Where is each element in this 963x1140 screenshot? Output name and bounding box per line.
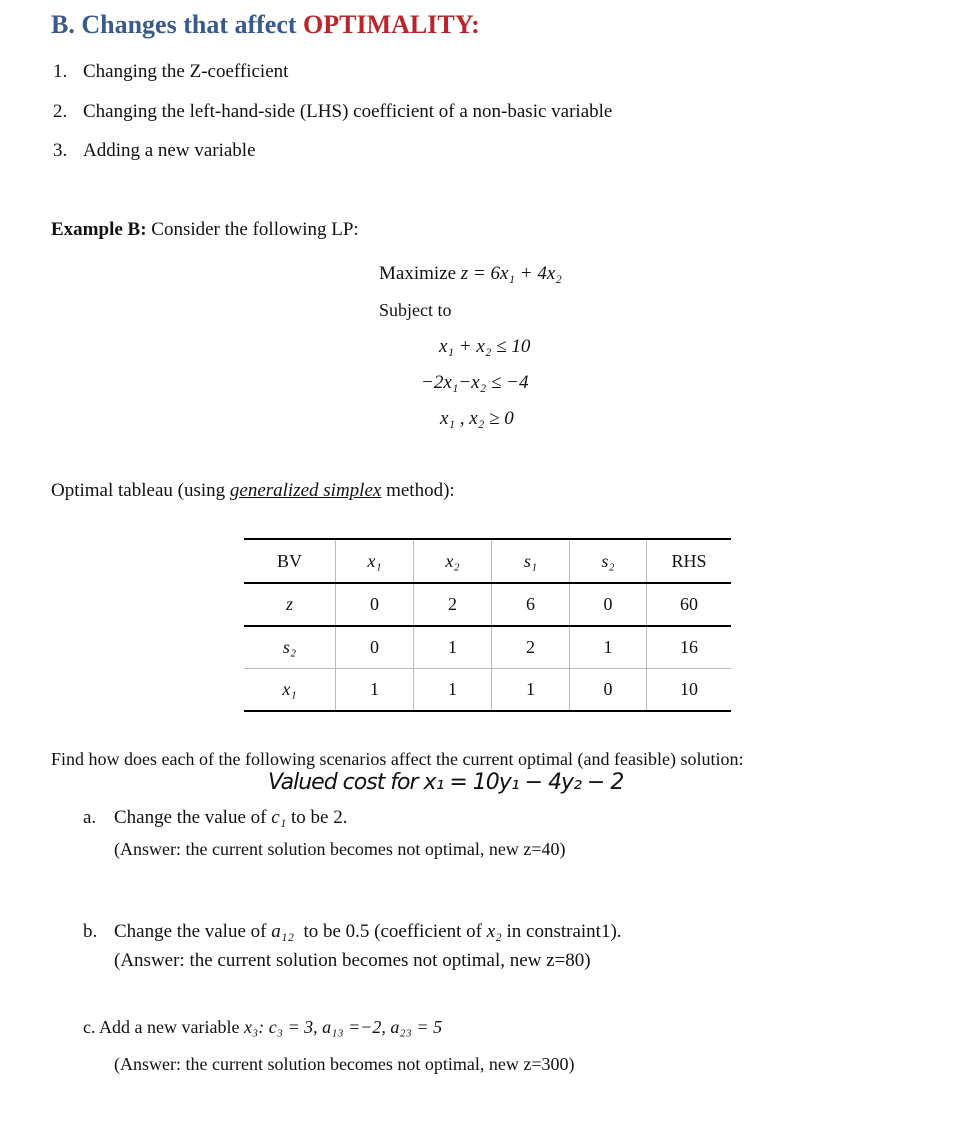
tableau-header-row	[244, 539, 731, 583]
row-bv-cell: x₁	[244, 669, 336, 712]
lp-objective: z = 6x₁ + 4x₂	[460, 263, 562, 284]
table-cell: 1	[414, 626, 492, 669]
table-cell: 60	[647, 583, 732, 626]
list-item	[53, 101, 612, 123]
list-item-number: 1.	[53, 61, 68, 82]
table-row	[244, 626, 731, 669]
list-item-text: Adding a new variable	[83, 140, 256, 161]
header-s1: s₁	[492, 539, 570, 583]
table-cell: 16	[647, 626, 732, 669]
scenario-c-label: c.	[83, 1017, 96, 1037]
example-label: Example B:	[51, 219, 147, 240]
tableau-intro-pre: Optimal tableau (using	[51, 480, 230, 501]
lp-subject-to: Subject to	[379, 300, 452, 320]
lp-objective-line	[379, 263, 562, 285]
table-cell: 2	[492, 626, 570, 669]
lp-nonnegativity: x₁ , x₂ ≥ 0	[440, 408, 514, 429]
list-item	[53, 61, 288, 83]
header-x1: x₁	[336, 539, 414, 583]
table-cell: 10	[647, 669, 732, 712]
scenario-b-var: a₁₂	[271, 921, 294, 942]
scenario-a	[83, 807, 348, 829]
table-cell: 1	[336, 669, 414, 712]
generalized-simplex-link[interactable]: generalized simplex	[229, 480, 382, 501]
section-title-prefix: B. Changes that affect	[51, 10, 304, 39]
question-text: Find how does each of the following scenarios affect the current optimal (and feasible) solution:	[51, 749, 744, 769]
header-bv: BV	[244, 539, 336, 583]
table-row	[244, 583, 731, 626]
header-s2: s₂	[570, 539, 647, 583]
scenario-a-text-post: to be 2.	[286, 807, 348, 828]
handwritten-note: Valued cost for x₁ = 10y₁ − 4y₂ − 2	[268, 770, 624, 795]
list-item-text: Changing the Z-coefficient	[83, 61, 289, 82]
example-intro	[51, 219, 359, 241]
row-bv-cell: z	[244, 583, 336, 626]
scenario-b-answer: (Answer: the current solution becomes not optimal, new z=80)	[114, 950, 591, 971]
scenario-a-answer: (Answer: the current solution becomes not optimal, new z=40)	[114, 839, 566, 859]
scenario-b	[83, 921, 622, 943]
scenario-c	[83, 1017, 442, 1038]
scenario-b-label: b.	[83, 921, 98, 942]
example-text: Consider the following LP:	[146, 219, 359, 240]
scenario-b-var2: x₂	[486, 921, 502, 942]
lp-constraint-2: −2x₁−x₂ ≤ −4	[421, 372, 529, 393]
table-cell: 2	[414, 583, 492, 626]
scenario-c-var: x₃	[243, 1017, 259, 1037]
header-rhs: RHS	[647, 539, 732, 583]
table-cell: 1	[570, 626, 647, 669]
scenario-b-text-post: in constraint1).	[501, 921, 622, 942]
table-cell: 0	[336, 626, 414, 669]
scenario-c-text-pre: Add a new variable	[99, 1017, 244, 1037]
list-item	[53, 140, 256, 162]
table-cell: 0	[570, 669, 647, 712]
tableau-intro-post: method):	[381, 480, 455, 501]
table-cell: 6	[492, 583, 570, 626]
table-row	[244, 669, 731, 712]
scenario-c-text-post: : c₃ = 3, a₁₃ =−2, a₂₃ = 5	[258, 1017, 443, 1037]
scenario-b-text-mid: to be 0.5 (coefficient of	[293, 921, 487, 942]
scenario-c-answer: (Answer: the current solution becomes not optimal, new z=300)	[114, 1054, 575, 1074]
tableau-intro	[51, 480, 455, 502]
list-item-text: Changing the left-hand-side (LHS) coefficient of a non-basic variable	[83, 101, 613, 122]
list-item-number: 2.	[53, 101, 68, 122]
scenario-b-text-pre: Change the value of	[114, 921, 272, 942]
section-title-highlight: OPTIMALITY:	[303, 10, 480, 39]
optimal-tableau	[244, 538, 731, 712]
lp-maximize: Maximize	[379, 263, 457, 284]
scenario-a-text-pre: Change the value of	[114, 807, 272, 828]
list-item-number: 3.	[53, 140, 68, 161]
table-cell: 1	[492, 669, 570, 712]
scenario-a-var: c₁	[271, 807, 287, 828]
table-cell: 1	[414, 669, 492, 712]
row-bv-cell: s₂	[244, 626, 336, 669]
section-heading	[51, 10, 480, 40]
scenario-a-label: a.	[83, 807, 97, 828]
header-x2: x₂	[414, 539, 492, 583]
table-cell: 0	[570, 583, 647, 626]
lp-constraint-1: x₁ + x₂ ≤ 10	[439, 336, 531, 357]
table-cell: 0	[336, 583, 414, 626]
